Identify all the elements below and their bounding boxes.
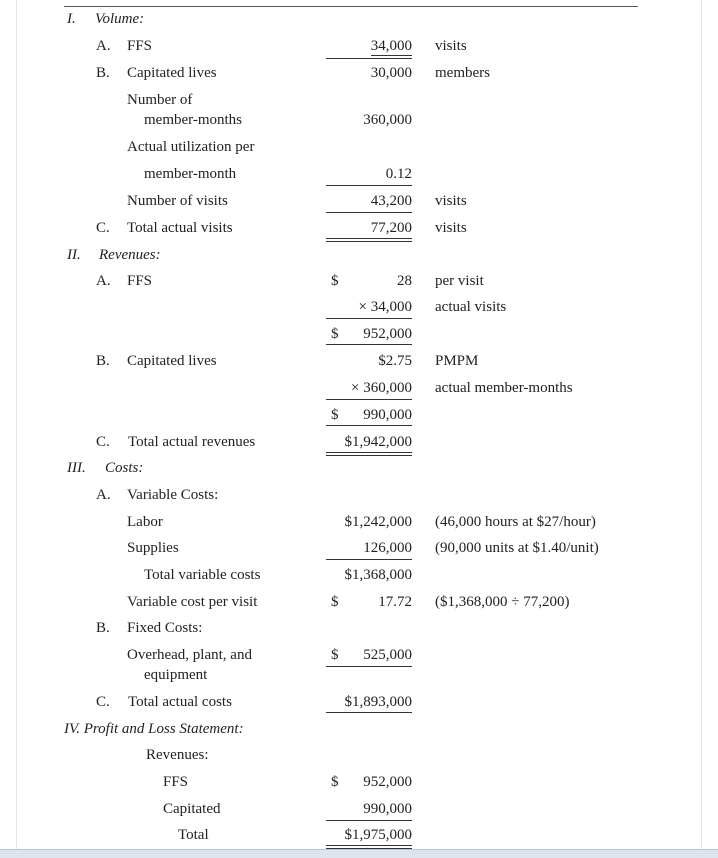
per-visit-row — [0, 592, 718, 612]
pl-capitated-label: Capitated — [163, 801, 221, 817]
rev-cap-rate-row — [0, 351, 718, 371]
rev-cap-rate: $2.75 — [378, 353, 412, 369]
letter: B. — [96, 65, 110, 81]
rev-cap-mult-unit: actual member-months — [435, 380, 573, 396]
total-costs-value: $1,893,000 — [344, 694, 412, 710]
rev-cap-result: 990,000 — [363, 407, 412, 423]
rev-cap-rule — [326, 399, 412, 400]
overhead-row1 — [0, 645, 718, 665]
pl-ffs-value: 952,000 — [363, 774, 412, 790]
total-visits-label: Total actual visits — [127, 220, 233, 236]
volume-capitated-label: Capitated lives — [127, 65, 217, 81]
pl-capitated-row — [0, 799, 718, 819]
num-visits-label: Number of visits — [127, 193, 228, 209]
per-visit-value: 17.72 — [378, 594, 412, 610]
num-visits-value: 43,200 — [370, 193, 412, 209]
volume-capitated-unit: members — [435, 65, 490, 81]
revenues-heading: Revenues: — [99, 247, 161, 263]
top-rule — [64, 6, 638, 7]
total-variable-row — [0, 565, 718, 585]
supplies-rule — [326, 559, 412, 560]
member-months-value: 360,000 — [363, 112, 412, 128]
letter: C. — [96, 434, 110, 450]
volume-ffs-value: 34,000 — [370, 38, 412, 54]
labor-row — [0, 512, 718, 532]
pl-capitated-rule — [326, 820, 412, 821]
overhead-label-2: equipment — [144, 667, 208, 683]
total-visits-double-rule — [326, 238, 412, 242]
total-visits-row — [0, 218, 718, 238]
rev-total-label: Total actual revenues — [128, 434, 256, 450]
num-visits-rule — [326, 212, 412, 213]
variable-costs-row — [0, 485, 718, 505]
pl-heading: IV. Profit and Loss Statement: — [64, 721, 244, 737]
volume-ffs-unit: visits — [435, 38, 467, 54]
total-costs-label: Total actual costs — [128, 694, 232, 710]
costs-heading-row — [0, 458, 718, 478]
supplies-row — [0, 538, 718, 558]
member-months-label-1: Number of — [127, 92, 193, 108]
rev-cap-mult: × 360,000 — [351, 380, 412, 396]
utilization-row1 — [0, 137, 718, 157]
labor-value: $1,242,000 — [344, 514, 412, 530]
variable-costs-label: Variable Costs: — [127, 487, 219, 503]
letter: A. — [96, 273, 111, 289]
per-visit-label: Variable cost per visit — [127, 594, 258, 610]
utilization-label-1: Actual utilization per — [127, 139, 255, 155]
volume-ffs-row — [0, 36, 718, 56]
revenues-heading-row — [0, 245, 718, 265]
overhead-value: 525,000 — [363, 647, 412, 663]
rev-cap-result-row — [0, 405, 718, 425]
rev-ffs-result-symbol: $ — [331, 326, 339, 342]
rev-ffs-rate-row — [0, 271, 718, 291]
rev-ffs-result: 952,000 — [363, 326, 412, 342]
rev-ffs-mult: × 34,000 — [358, 299, 412, 315]
total-visits-unit: visits — [435, 220, 467, 236]
letter: A. — [96, 487, 111, 503]
volume-heading-num: I. — [67, 11, 76, 27]
costs-heading-num: III. — [67, 460, 86, 476]
costs-heading: Costs: — [105, 460, 144, 476]
overhead-row2 — [0, 665, 718, 685]
overhead-symbol: $ — [331, 647, 339, 663]
rev-ffs-result-rule — [326, 344, 412, 345]
rev-cap-rate-unit: PMPM — [435, 353, 479, 369]
rev-ffs-rate-symbol: $ — [331, 273, 339, 289]
rev-cap-label: Capitated lives — [127, 353, 217, 369]
pl-revenues-row — [0, 745, 718, 765]
labor-label: Labor — [127, 514, 163, 530]
member-months-row2 — [0, 110, 718, 130]
volume-capitated-value: 30,000 — [370, 65, 412, 81]
total-costs-row — [0, 692, 718, 712]
total-variable-value: $1,368,000 — [344, 567, 412, 583]
volume-ffs-rule — [326, 58, 412, 59]
pl-total-value: $1,975,000 — [344, 827, 412, 843]
supplies-label: Supplies — [127, 540, 179, 556]
pl-heading-row — [0, 719, 718, 739]
letter: B. — [96, 353, 110, 369]
rev-cap-result-rule — [326, 425, 412, 426]
total-visits-value: 77,200 — [370, 220, 412, 236]
rev-total-row — [0, 432, 718, 452]
letter: A. — [96, 38, 111, 54]
member-months-label-2: member-months — [144, 112, 243, 128]
volume-heading-row — [0, 9, 718, 29]
letter: C. — [96, 694, 110, 710]
rev-cap-result-symbol: $ — [331, 407, 339, 423]
revenues-heading-num: II. — [67, 247, 81, 263]
pl-ffs-label: FFS — [163, 774, 189, 790]
utilization-value: 0.12 — [385, 166, 412, 182]
num-visits-unit: visits — [435, 193, 467, 209]
letter: C. — [96, 220, 110, 236]
per-visit-symbol: $ — [331, 594, 339, 610]
member-months-row1 — [0, 90, 718, 110]
num-visits-row — [0, 191, 718, 211]
pl-ffs-symbol: $ — [331, 774, 339, 790]
total-variable-label: Total variable costs — [144, 567, 261, 583]
labor-note: (46,000 hours at $27/hour) — [435, 514, 596, 530]
rev-ffs-mult-unit: actual visits — [435, 299, 507, 315]
pl-ffs-row — [0, 772, 718, 792]
fixed-costs-row — [0, 618, 718, 638]
pl-total-label: Total — [178, 827, 209, 843]
pl-total-row — [0, 825, 718, 845]
rev-total-double-rule — [326, 452, 412, 456]
rev-ffs-mult-row — [0, 297, 718, 317]
rev-total-value: $1,942,000 — [344, 434, 412, 450]
rev-ffs-result-row — [0, 324, 718, 344]
utilization-row2 — [0, 164, 718, 184]
volume-capitated-row — [0, 63, 718, 83]
total-costs-rule — [326, 712, 412, 713]
per-visit-note: ($1,368,000 ÷ 77,200) — [435, 594, 570, 610]
utilization-label-2: member-month — [144, 166, 237, 182]
utilization-rule — [326, 185, 412, 186]
supplies-value: 126,000 — [363, 540, 412, 556]
supplies-note: (90,000 units at $1.40/unit) — [435, 540, 599, 556]
letter: B. — [96, 620, 110, 636]
pl-capitated-value: 990,000 — [363, 801, 412, 817]
rev-ffs-rate-unit: per visit — [435, 273, 484, 289]
pl-revenues-label: Revenues: — [146, 747, 209, 763]
rev-ffs-rule — [326, 318, 412, 319]
volume-heading: Volume: — [95, 11, 145, 27]
rev-ffs-rate: 28 — [397, 273, 412, 289]
volume-ffs-label: FFS — [127, 38, 153, 54]
rev-cap-mult-row — [0, 378, 718, 398]
fixed-costs-label: Fixed Costs: — [127, 620, 203, 636]
rev-ffs-label: FFS — [127, 273, 153, 289]
overhead-label-1: Overhead, plant, and — [127, 647, 252, 663]
